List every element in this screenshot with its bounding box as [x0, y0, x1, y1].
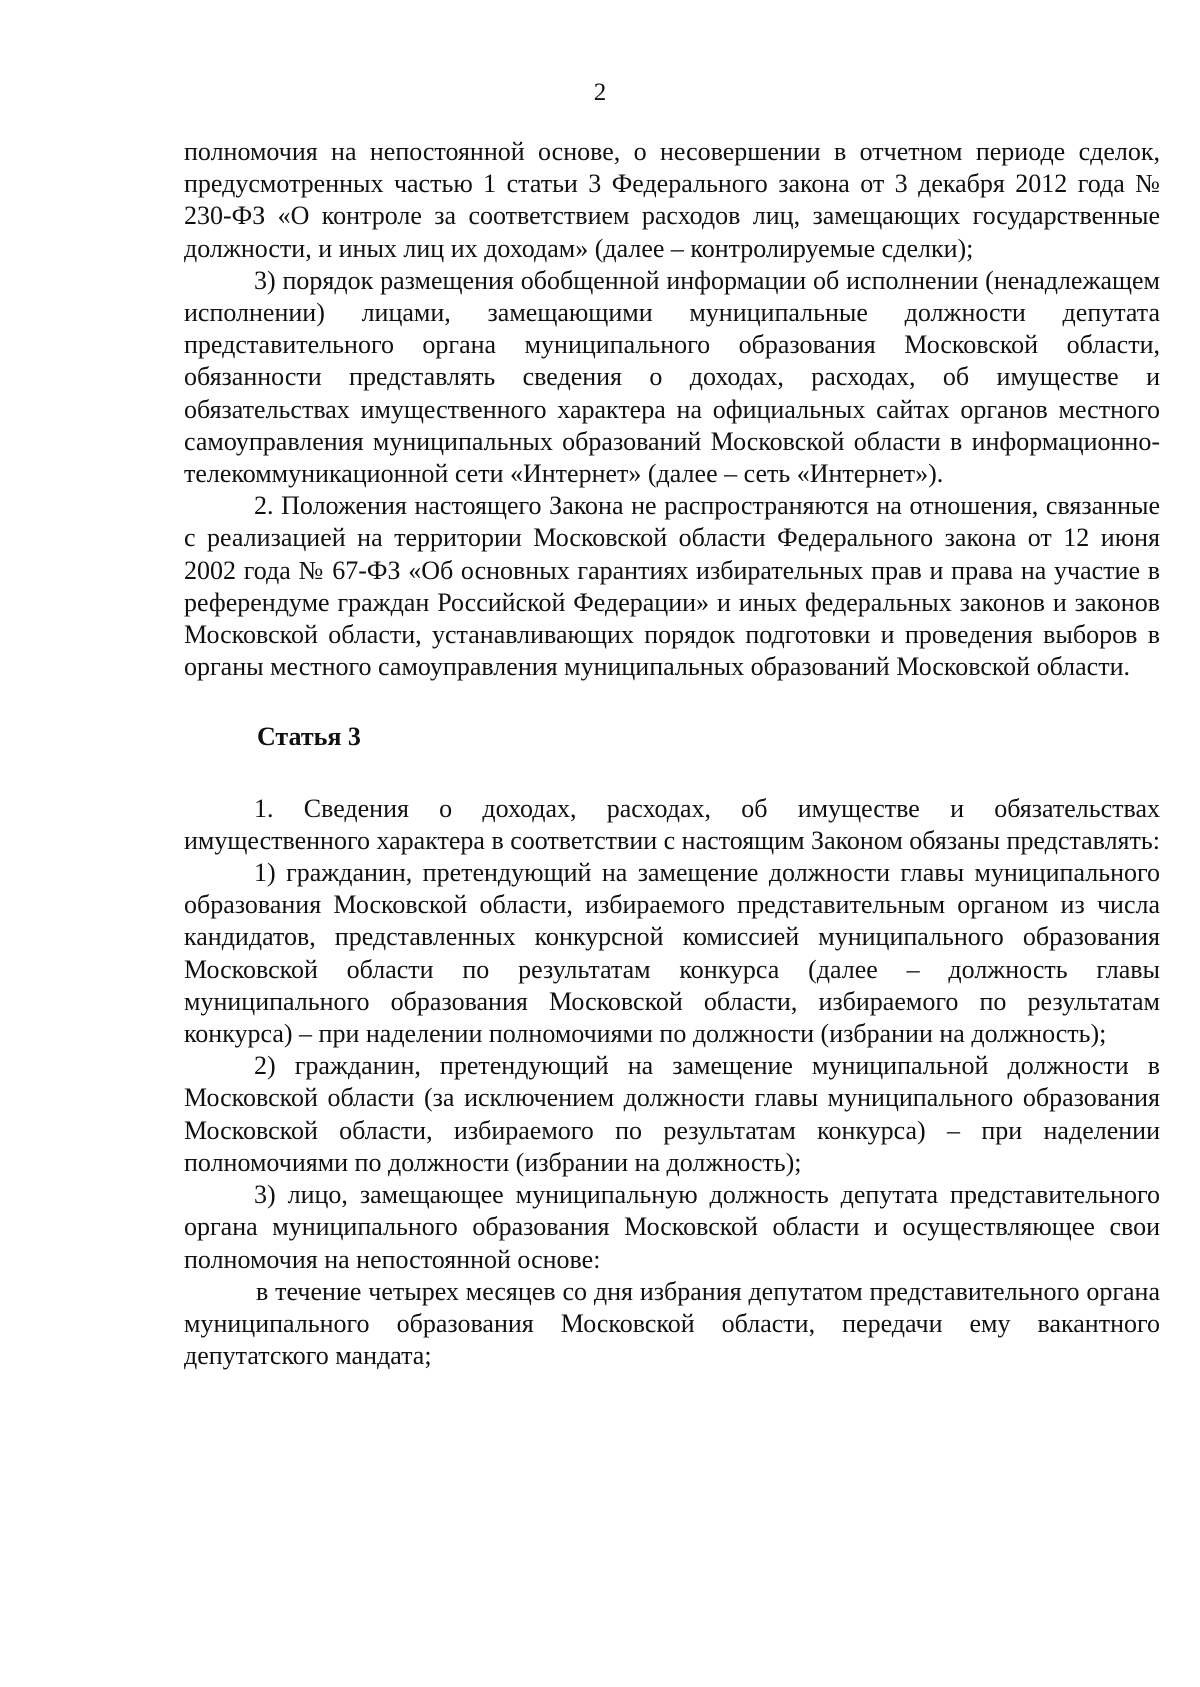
- document-body: [184, 136, 1160, 1372]
- paragraph-deadline: в течение четырех месяцев со дня избрания депутатом представительного органа муниципального образования Московской области, передачи ему вакантного депутатского мандата;: [184, 1276, 1160, 1371]
- paragraph-clause-1: 1. Сведения о доходах, расходах, об имуществе и обязательствах имущественного характера в соответствии с настоящим Законом обязаны представлять:: [184, 793, 1160, 855]
- paragraph-continuation: полномочия на непостоянной основе, о несовершении в отчетном периоде сделок, предусмотренных частью 1 статьи 3 Федерального закона от 3 декабря 2012 года № 230-ФЗ «О контроле за соответствием расходов лиц, замещающих государственные должности, и иных лиц их доходам» (далее – контролируемые сделки);: [184, 137, 1160, 263]
- page-number: 2: [593, 79, 607, 106]
- paragraph-subitem-3: 3) лицо, замещающее муниципальную должность депутата представительного органа муниципального образования Московской области и осуществляющее свои полномочия на непостоянной основе:: [184, 1180, 1160, 1274]
- paragraph-clause-2: 2. Положения настоящего Закона не распространяются на отношения, связанные с реализацией на территории Московской области Федерального закона от 12 июня 2002 года № 67-ФЗ «Об основных гарантиях избирательных прав и права на участие в референдуме граждан Российской Федерации» и иных федеральных законов и законов Московской области, устанавливающих порядок подготовки и проведения выборов в органы местного самоуправления муниципальных образований Московской области.: [184, 491, 1160, 682]
- paragraph-subitem-2: 2) гражданин, претендующий на замещение муниципальной должности в Московской области (за исключением должности главы муниципального образования Московской области, избираемого по результатам конкурса) – при наделении полномочиями по должности (избрании на должность);: [184, 1051, 1160, 1177]
- article-heading: Статья 3: [257, 722, 361, 752]
- paragraph-subitem-1: 1) гражданин, претендующий на замещение должности главы муниципального образования Московской области, избираемого представительным органом из числа кандидатов, представленных конкурсной комиссией муниципального образования Московской области по результатам конкурса (далее – должность главы муниципального образования Московской области, избираемого по результатам конкурса) – при наделении полномочиями по должности (избрании на должность);: [184, 858, 1160, 1049]
- paragraph-item-3: 3) порядок размещения обобщенной информации об исполнении (ненадлежащем исполнении) лицами, замещающими муниципальные должности депутата представительного органа муниципального образования Московской области, обязанности представлять сведения о доходах, расходах, об имуществе и обязательствах имущественного характера на официальных сайтах органов местного самоуправления муниципальных образований Московской области в информационно-телекоммуникационной сети «Интернет» (далее – сеть «Интернет»).: [184, 265, 1160, 489]
